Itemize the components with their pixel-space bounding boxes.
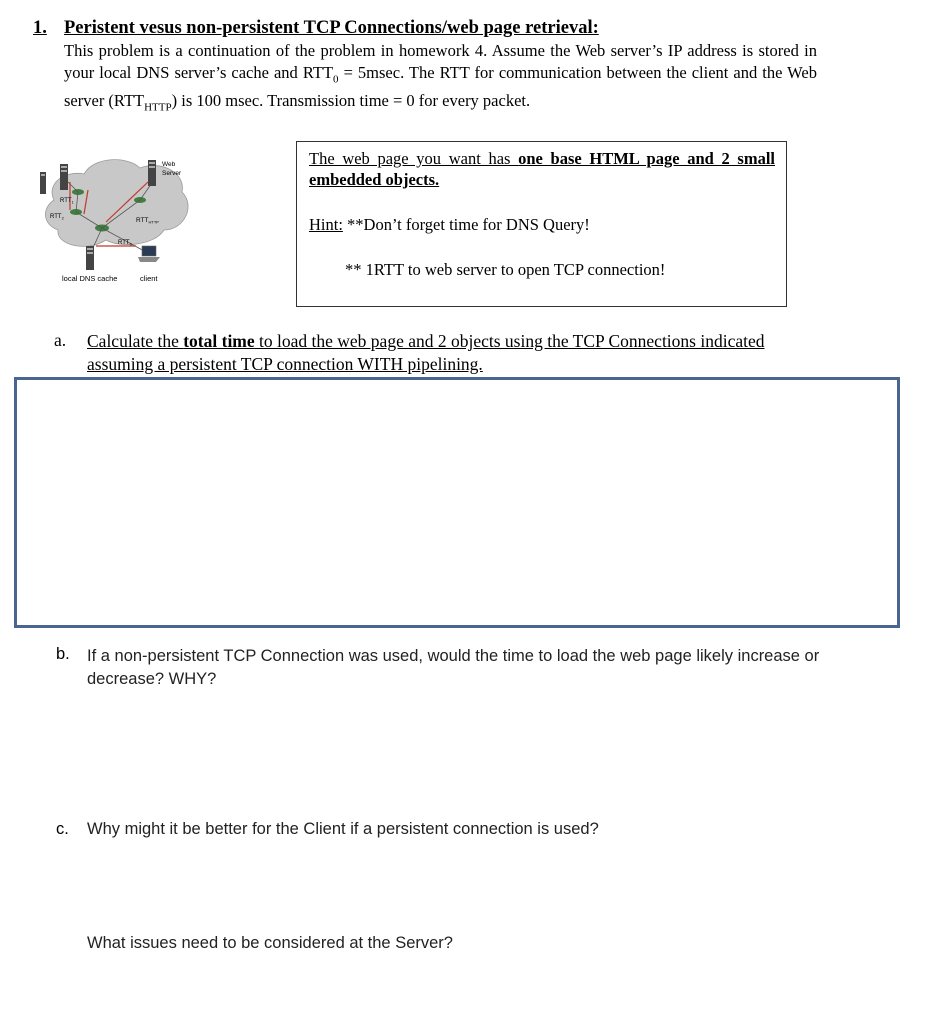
client-laptop-icon — [138, 246, 160, 262]
part-a-question — [87, 330, 807, 375]
part-b-letter: b. — [56, 645, 70, 663]
dns-label: local DNS cache — [62, 274, 118, 283]
answer-box[interactable] — [14, 377, 900, 628]
hint-box — [296, 141, 787, 307]
rtt-http-label: $RTT_{HTTP}$ — [136, 217, 159, 225]
hint-dns-text: **Don’t forget time for DNS Query! — [342, 215, 590, 234]
dns-server-icon — [86, 246, 94, 270]
intro-sub-http: HTTP — [144, 101, 172, 114]
part-b-question: If a non-persistent TCP Connection was used, would the time to load the web page likely increase or decrease? WHY? — [87, 647, 820, 688]
part-a-text-b: to load the web page and 2 objects using the TCP Connections indicated assuming a persistent TCP connection WITH pipelining. — [87, 331, 765, 374]
part-c-question: Why might it be better for the Client if a persistent connection is used? — [87, 820, 599, 838]
rtt1-label: $RTT_1$ — [60, 198, 74, 205]
web-server-label-2: Server — [162, 170, 182, 177]
intro-text-c: ) is 100 msec. Transmission time = 0 for every packet. — [171, 91, 531, 111]
part-a-text-bold: total time — [183, 331, 255, 351]
question-number: 1. — [33, 18, 47, 38]
problem-intro — [64, 40, 817, 119]
web-page-description — [309, 148, 775, 190]
hint-tcp: ** 1RTT to web server to open TCP connection! — [345, 260, 666, 279]
intro-text-a: This problem is a continuation of the problem in homework 4. Assume the Web server’s IP address is stored in your local DNS server’s cache and RTT — [64, 41, 817, 82]
web-server-icon — [148, 160, 156, 186]
part-c-letter: c. — [56, 820, 69, 838]
hint-label: Hint: — [309, 215, 343, 234]
hint-dns — [309, 215, 590, 235]
server-issues-question: What issues need to be considered at the Server? — [87, 934, 453, 952]
web-page-desc-bold: one base HTML page and 2 small embedded objects. — [309, 149, 775, 189]
server-icon — [40, 172, 46, 194]
question-title: Peristent vesus non-persistent TCP Connections/web page retrieval: — [64, 18, 599, 38]
web-page-desc-a: The web page you want has — [309, 149, 519, 168]
server-icon — [60, 164, 68, 190]
part-a-letter: a. — [54, 330, 67, 350]
rtt0-label: $RTT_0$ — [118, 240, 132, 247]
intro-sub-0: 0 — [333, 72, 339, 85]
web-server-label: Web — [162, 161, 176, 168]
part-a-text-a: Calculate the — [87, 331, 184, 351]
client-label: client — [140, 274, 158, 283]
rtt2-label: $RTT_2$ — [50, 214, 64, 221]
intro-text-b: = 5msec. The RTT for communication between the client and the Web server (RTT — [64, 62, 817, 111]
network-diagram — [36, 150, 196, 290]
